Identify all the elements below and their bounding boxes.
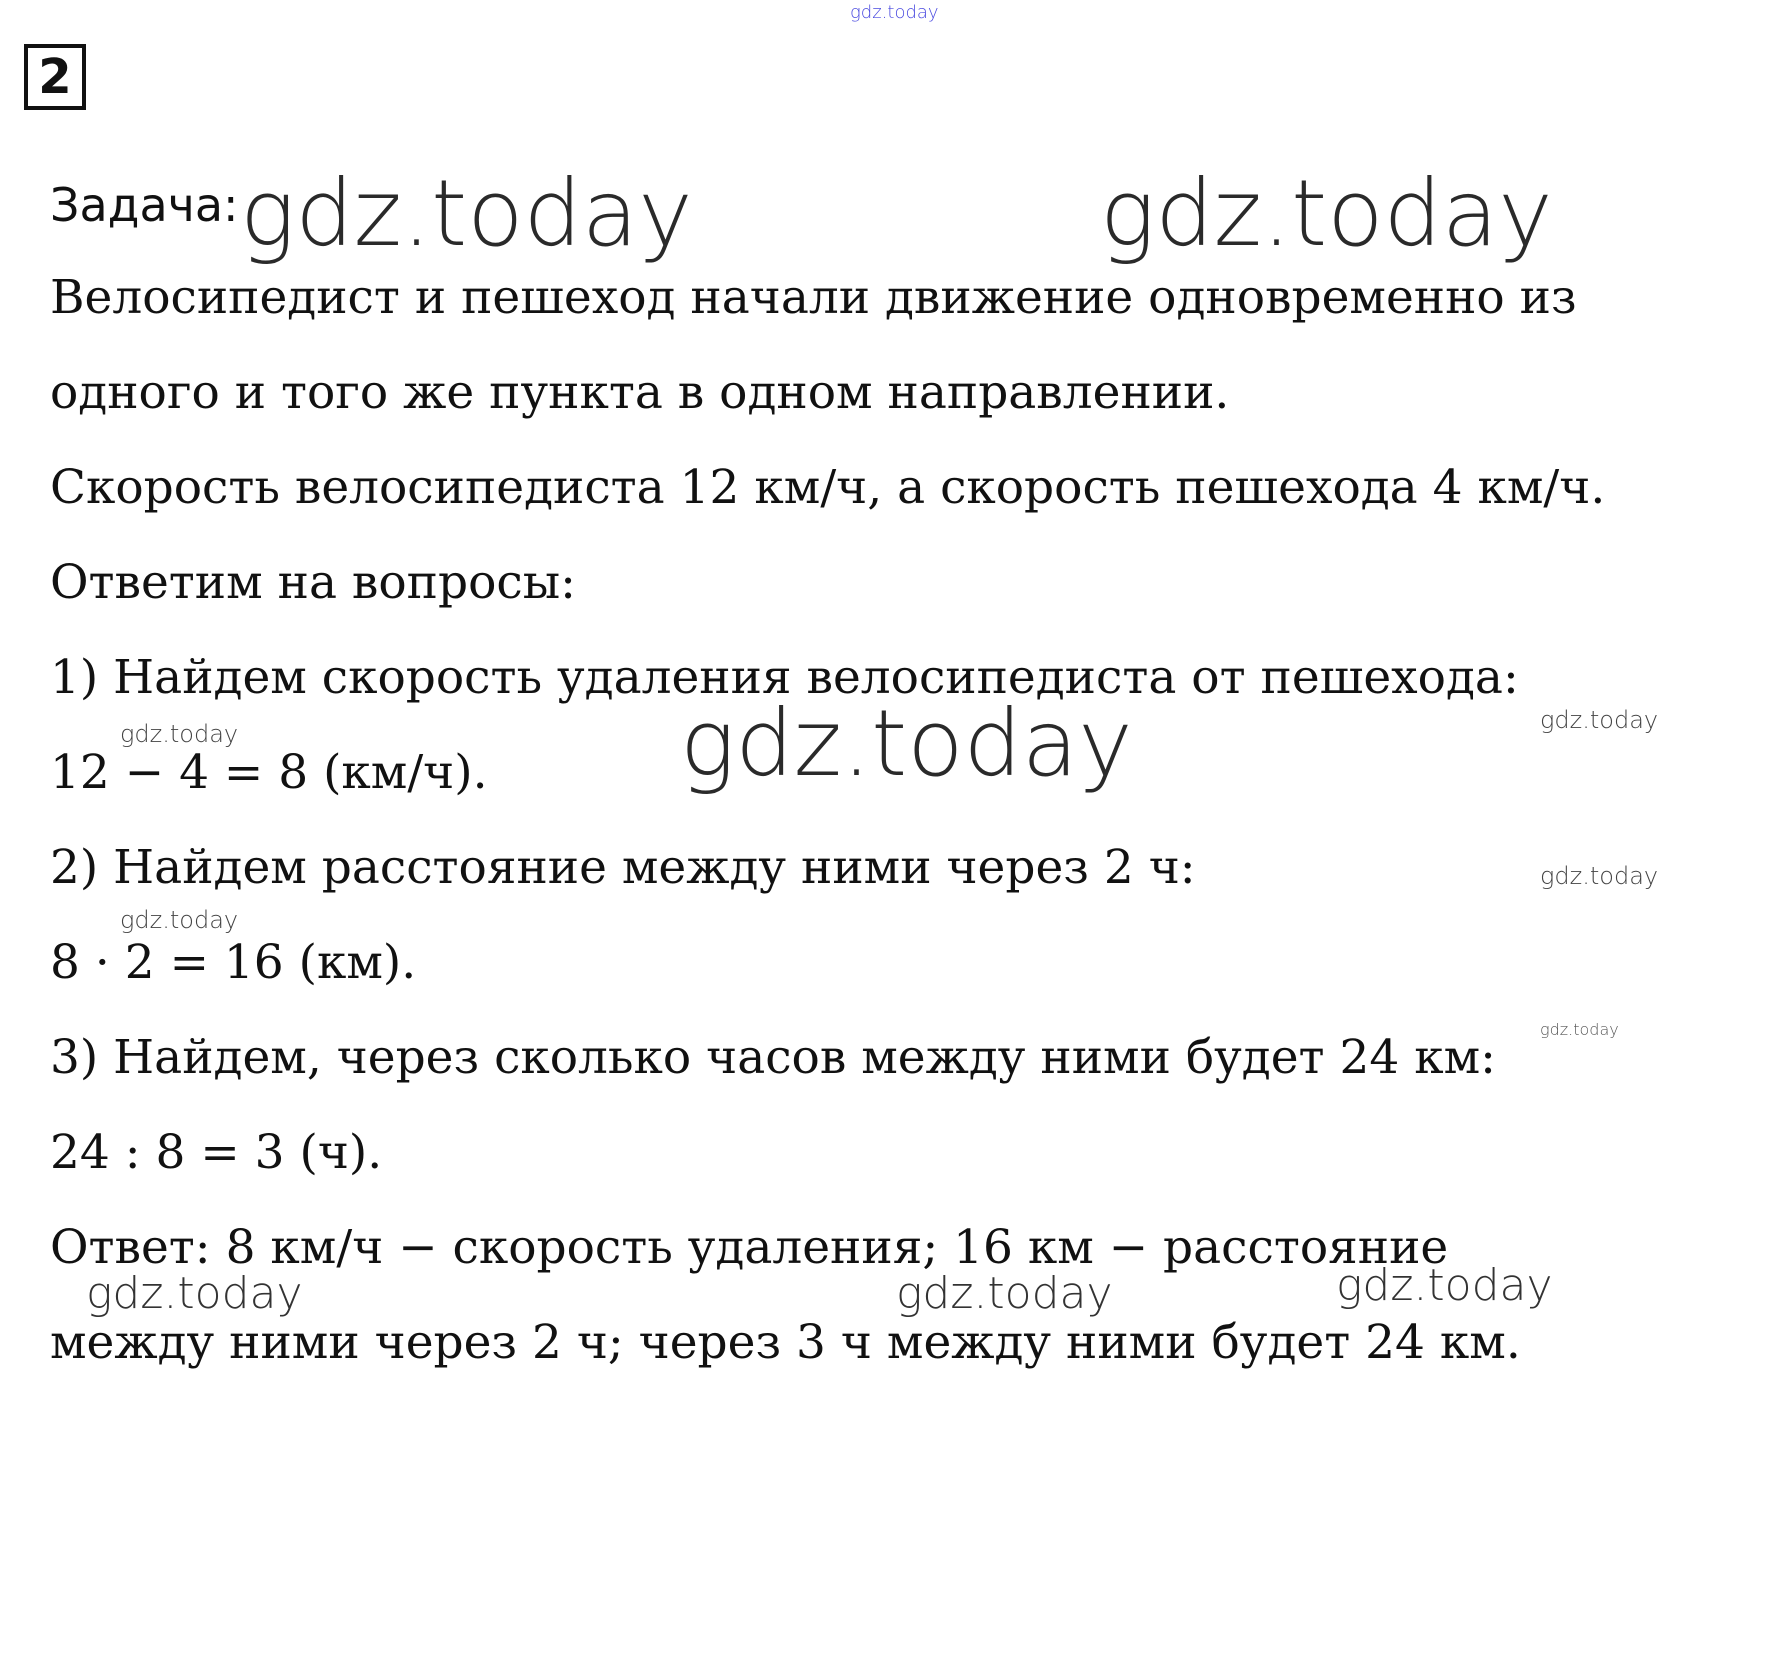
- watermark-mid-2: gdz.today: [896, 1268, 1113, 1319]
- text-line-2: одного и того же пункта в одном направлении.: [50, 365, 1230, 420]
- equation-3: 24 : 8 = 3 (ч).: [50, 1125, 383, 1180]
- watermark-tiny: gdz.today: [1540, 1020, 1619, 1039]
- watermark-small-3: gdz.today: [1540, 862, 1659, 890]
- answer-line-2: между ними через 2 ч; через 3 ч между ними будет 24 км.: [50, 1315, 1521, 1370]
- answer-line-1: Ответ: 8 км/ч − скорость удаления; 16 км − расстояние: [50, 1220, 1449, 1275]
- watermark-mid-3: gdz.today: [1336, 1260, 1553, 1311]
- text-line-7: 3) Найдем, через сколько часов между ними будет 24 км:: [50, 1030, 1497, 1085]
- text-line-1: Велосипедист и пешеход начали движение одновременно из: [50, 270, 1577, 325]
- watermark-large-3: gdz.today: [680, 690, 1133, 797]
- watermark-small-2: gdz.today: [1540, 706, 1659, 734]
- equation-2: 8 · 2 = 16 (км).: [50, 935, 417, 990]
- watermark-large-2: gdz.today: [1100, 160, 1553, 267]
- problem-number-box: 2: [24, 44, 86, 110]
- problem-heading: Задача:: [50, 178, 239, 232]
- watermark-large-1: gdz.today: [240, 160, 693, 267]
- watermark-small-4: gdz.today: [120, 906, 239, 934]
- text-line-3: Скорость велосипедиста 12 км/ч, а скорость пешехода 4 км/ч.: [50, 460, 1606, 515]
- text-line-4: Ответим на вопросы:: [50, 555, 576, 610]
- watermark-top: gdz.today: [850, 2, 939, 23]
- equation-1: 12 − 4 = 8 (км/ч).: [50, 745, 488, 800]
- text-line-6: 2) Найдем расстояние между ними через 2 ч:: [50, 840, 1196, 895]
- watermark-small-1: gdz.today: [120, 720, 239, 748]
- watermark-mid-1: gdz.today: [86, 1268, 303, 1319]
- text-line-5: 1) Найдем скорость удаления велосипедиста от пешехода:: [50, 650, 1519, 705]
